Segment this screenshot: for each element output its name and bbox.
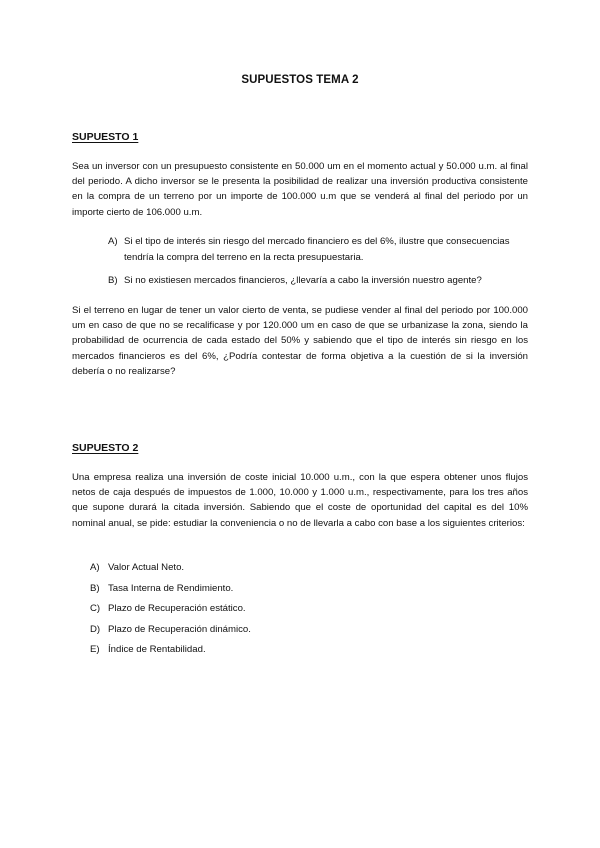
item-marker: E) (90, 644, 100, 655)
item-marker: A) (90, 562, 100, 573)
item-marker: D) (90, 624, 101, 635)
item-text: Plazo de Recuperación dinámico. (108, 624, 251, 635)
item-marker: B) (90, 583, 100, 594)
supuesto-1-item-b (108, 273, 528, 289)
supuesto-1-item-a (108, 234, 528, 265)
item-text: Índice de Rentabilidad. (108, 644, 206, 655)
item-text: Si el tipo de interés sin riesgo del mercado financiero es del 6%, ilustre que consecuencias tendría la compra del terreno en la recta presupuestaria. (124, 236, 510, 263)
item-text: Si no existiesen mercados financieros, ¿llevaría a cabo la inversión nuestro agente? (124, 275, 482, 286)
supuesto-1-followup: Si el terreno en lugar de tener un valor cierto de venta, se pudiese vender al final del periodo por 100.000 um en caso de que no se recalificase y por 120.000 um en caso de que se urbanizase la zona, siendo la probabilidad de ocurrencia de cada estado del 50% y sabiendo que el tipo de interés sin riesgo en los mercados financieros es del 6%, ¿Podría contestar de forma objetiva a la cuestión de si la inversión debería o no realizarse? (72, 305, 528, 377)
page-title: SUPUESTOS TEMA 2 (241, 74, 359, 86)
item-marker: C) (90, 603, 101, 614)
supuesto-2-intro: Una empresa realiza una inversión de coste inicial 10.000 u.m., con la que espera obtener unos flujos netos de caja después de impuestos de 1.000, 10.000 y 1.000 u.m., respectivamente, para los tres años que supone durará la citada inversión. Sabiendo que el coste de oportunidad del capital es del 10% nominal anual, se pide: estudiar la conveniencia o no de llevarla a cabo con base a los siguientes criterios: (72, 472, 528, 529)
supuesto-1-intro: Sea un inversor con un presupuesto consistente en 50.000 um en el momento actual y 50.000 u.m. al final del periodo. A dicho inversor se le presenta la posibilidad de realizar una inversión productiva consistente en la compra de un terreno por un importe de 100.000 u.m que se venderá al final del periodo por un importe cierto de 106.000 u.m. (72, 161, 528, 218)
supuesto-2-heading: SUPUESTO 2 (72, 442, 139, 454)
item-text: Tasa Interna de Rendimiento. (108, 583, 234, 594)
supuesto-2-item-d (90, 622, 510, 638)
supuesto-2-item-e (90, 642, 510, 658)
supuesto-2-item-c (90, 601, 510, 617)
supuesto-2-item-a (90, 560, 510, 576)
item-marker: A) (108, 236, 118, 247)
supuesto-2-item-b (90, 581, 510, 597)
item-text: Valor Actual Neto. (108, 562, 185, 573)
supuesto-1-heading: SUPUESTO 1 (72, 131, 139, 143)
item-marker: B) (108, 275, 118, 286)
item-text: Plazo de Recuperación estático. (108, 603, 246, 614)
